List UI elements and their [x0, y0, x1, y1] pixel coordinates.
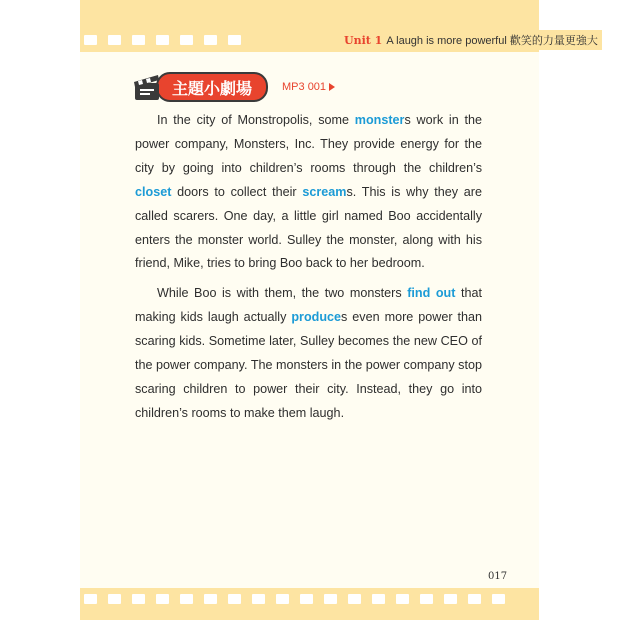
text-segment: In the city of Monstropolis, some — [157, 113, 355, 127]
text-segment: s work in the power company, Monsters, Inc. They provide energy for the city by going into children’s rooms through the children’s — [135, 113, 482, 175]
clapperboard-icon — [132, 72, 162, 102]
keyword-closet: closet — [135, 184, 172, 199]
audio-track-button[interactable] — [282, 81, 335, 93]
keyword-produce: produce — [291, 310, 342, 325]
header-film-strip — [80, 28, 598, 52]
page-number: 017 — [488, 571, 508, 582]
keyword-monster: monster — [354, 113, 405, 127]
unit-title — [340, 30, 602, 50]
text-segment: doors to collect their — [171, 184, 303, 199]
play-icon — [329, 83, 335, 91]
paragraph-2 — [135, 282, 482, 425]
keyword-scream: scream — [302, 184, 347, 199]
unit-label: Unit 1 — [344, 33, 383, 47]
bottom-margin-band — [80, 612, 539, 620]
footer-film-strip — [80, 588, 539, 612]
top-margin-band — [80, 0, 539, 28]
film-holes-left — [84, 35, 241, 45]
story-text — [135, 109, 482, 432]
text-segment: that making kids laugh actually — [135, 286, 482, 325]
film-holes-bottom — [84, 594, 505, 604]
paragraph-1 — [135, 109, 482, 276]
section-badge: 主題小劇場 — [156, 72, 268, 102]
text-segment: s. This is why they are called scarers. One day, a little girl named Boo accidentally enters the monster world. Sulley the monster, along with his friend, Mike, tries to bring Boo back to her bedroom. — [135, 184, 482, 271]
text-segment: While Boo is with them, the two monsters — [157, 286, 408, 301]
keyword-find-out: find out — [407, 286, 456, 301]
audio-track-label: MP3 001 — [282, 81, 327, 93]
text-segment: s even more power than scaring kids. Sometime later, Sulley becomes the new CEO of the power company. The monsters in the power company stop scaring children to power their city. Instead, they go into children’s rooms to make them laugh. — [135, 310, 482, 420]
unit-title-text: A laugh is more powerful 歡笑的力量更強大 — [386, 35, 598, 47]
section-header — [132, 72, 335, 102]
